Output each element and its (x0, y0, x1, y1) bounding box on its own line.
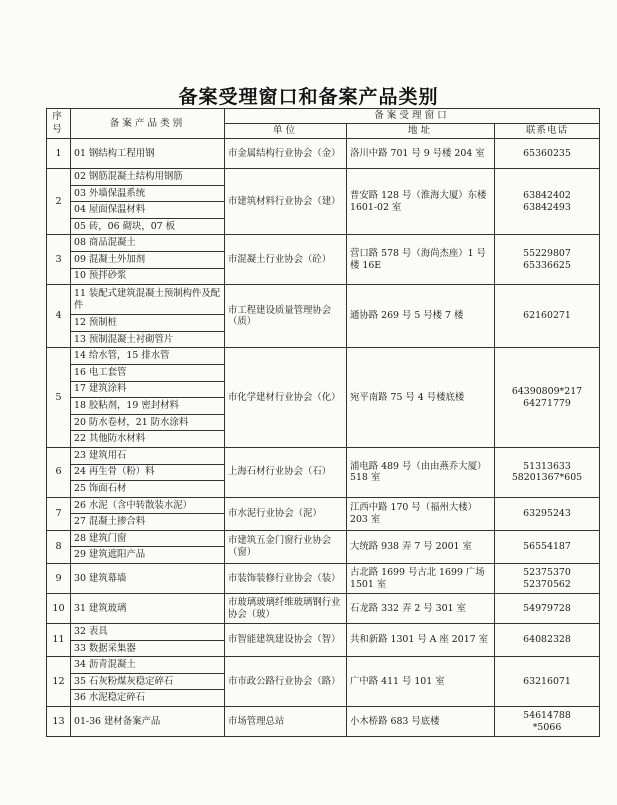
product-category: 17 建筑涂料 (71, 381, 225, 398)
window-unit: 市玻璃玻璃纤维玻璃钢行业协会（玻） (225, 594, 347, 624)
header-window: 备案受理窗口 (225, 109, 600, 124)
table-row (47, 564, 600, 594)
phone-number: 51313633 (523, 460, 571, 472)
window-phone (495, 497, 600, 530)
product-category: 09 混凝土外加剂 (71, 251, 225, 268)
window-unit: 市场管理总站 (225, 707, 347, 737)
phone-number: 64271779 (523, 397, 571, 409)
window-address: 古北路 1699 号古北 1699 广场 1501 室 (347, 564, 495, 594)
product-category: 35 石灰粉煤灰稳定碎石 (71, 673, 225, 690)
table-row (47, 235, 600, 252)
window-phone (495, 657, 600, 707)
window-address: 共和新路 1301 号 A 座 2017 室 (347, 624, 495, 657)
window-address: 大统路 938 弄 7 号 2001 室 (347, 530, 495, 563)
product-category: 10 预拌砂浆 (71, 268, 225, 285)
window-address: 通协路 269 号 5 号楼 7 楼 (347, 285, 495, 348)
product-category: 33 数据采集器 (71, 640, 225, 657)
product-category: 16 电工套管 (71, 364, 225, 381)
group-number: 8 (47, 530, 71, 563)
window-phone (495, 348, 600, 448)
window-unit: 上海石材行业协会（石） (225, 447, 347, 497)
window-address: 广中路 411 号 101 室 (347, 657, 495, 707)
group-number: 12 (47, 657, 71, 707)
window-phone (495, 564, 600, 594)
phone-number: 56554187 (523, 541, 571, 553)
product-category: 04 屋面保温材料 (71, 202, 225, 219)
window-address: 小木桥路 683 号底楼 (347, 707, 495, 737)
product-category: 11 装配式建筑混凝土预制构件及配件 (71, 285, 225, 315)
window-unit: 市建筑五金门窗行业协会（窗） (225, 530, 347, 563)
window-phone (495, 235, 600, 285)
product-category: 03 外墙保温系统 (71, 185, 225, 202)
product-category: 32 表具 (71, 624, 225, 641)
group-number: 7 (47, 497, 71, 530)
product-category: 24 再生骨（粉）料 (71, 464, 225, 481)
group-number: 6 (47, 447, 71, 497)
table-row (47, 285, 600, 315)
group-number: 4 (47, 285, 71, 348)
filing-window-table (46, 108, 600, 737)
product-category: 27 混凝土掺合料 (71, 514, 225, 531)
window-phone (495, 447, 600, 497)
window-unit: 市化学建材行业协会（化） (225, 348, 347, 448)
window-unit: 市建筑材料行业协会（建） (225, 169, 347, 235)
table-row (47, 169, 600, 186)
table-row (47, 624, 600, 641)
phone-number: 65360235 (523, 147, 571, 159)
product-category: 29 建筑遮阳产品 (71, 547, 225, 564)
product-category: 25 饰面石材 (71, 481, 225, 498)
table-row (47, 348, 600, 365)
phone-number: 63842402 (523, 189, 571, 201)
product-category: 28 建筑门窗 (71, 530, 225, 547)
table-body (47, 139, 600, 737)
table-row (47, 139, 600, 169)
header-seq: 序号 (47, 109, 71, 139)
phone-number: 55229807 (523, 248, 571, 260)
window-address: 宛平南路 75 号 4 号楼底楼 (347, 348, 495, 448)
table-row (47, 594, 600, 624)
window-unit: 市装饰装修行业协会（装） (225, 564, 347, 594)
window-address: 普安路 128 号（淮海大厦）东楼 1601-02 室 (347, 169, 495, 235)
phone-number: 62160271 (523, 310, 571, 322)
phone-number: 63295243 (523, 507, 571, 519)
table-row (47, 447, 600, 464)
window-unit: 市市政公路行业协会（路） (225, 657, 347, 707)
window-phone (495, 594, 600, 624)
group-number: 2 (47, 169, 71, 235)
group-number: 9 (47, 564, 71, 594)
product-category: 30 建筑幕墙 (71, 564, 225, 594)
window-unit: 市水泥行业协会（泥） (225, 497, 347, 530)
phone-number: 63216071 (523, 675, 571, 687)
phone-number: *5066 (532, 721, 562, 733)
phone-number: 63842493 (523, 201, 571, 213)
phone-number: 64082328 (523, 634, 571, 646)
window-phone (495, 624, 600, 657)
header-unit: 单位 (225, 124, 347, 139)
product-category: 01 钢结构工程用钢 (71, 139, 225, 169)
window-unit: 市智能建筑建设协会（智） (225, 624, 347, 657)
window-phone (495, 139, 600, 169)
window-address: 江西中路 170 号（福州大楼）203 室 (347, 497, 495, 530)
window-unit: 市工程建设质量管理协会（质） (225, 285, 347, 348)
group-number: 3 (47, 235, 71, 285)
header-phone: 联系电话 (495, 124, 600, 139)
product-category: 01-36 建材备案产品 (71, 707, 225, 737)
product-category: 22 其他防水材料 (71, 431, 225, 448)
phone-number: 52370562 (523, 578, 571, 590)
window-address: 洛川中路 701 号 9 号楼 204 室 (347, 139, 495, 169)
window-address: 石龙路 332 弄 2 号 301 室 (347, 594, 495, 624)
phone-number: 52375370 (523, 566, 571, 578)
group-number: 5 (47, 348, 71, 448)
table-row (47, 497, 600, 514)
header-address: 地址 (347, 124, 495, 139)
window-address: 营口路 578 号（海尚杰座）1 号楼 16E (347, 235, 495, 285)
product-category: 36 水泥稳定碎石 (71, 690, 225, 707)
product-category: 31 建筑玻璃 (71, 594, 225, 624)
product-category: 08 商品混凝土 (71, 235, 225, 252)
document-title: 备案受理窗口和备案产品类别 (178, 86, 439, 108)
product-category: 02 钢筋混凝土结构用钢筋 (71, 169, 225, 186)
window-phone (495, 530, 600, 563)
product-category: 12 预制桩 (71, 315, 225, 332)
product-category: 13 预制混凝土衬砌管片 (71, 331, 225, 348)
phone-number: 54979728 (523, 602, 571, 614)
table-row (47, 707, 600, 737)
group-number: 11 (47, 624, 71, 657)
product-category: 14 给水管，15 排水管 (71, 348, 225, 365)
product-category: 23 建筑用石 (71, 447, 225, 464)
window-phone (495, 707, 600, 737)
product-category: 26 水泥（含中转散装水泥） (71, 497, 225, 514)
table-row (47, 530, 600, 547)
phone-number: 58201367*605 (511, 472, 583, 484)
window-unit: 市金属结构行业协会（金） (225, 139, 347, 169)
phone-number: 54614788 (523, 709, 571, 721)
window-phone (495, 285, 600, 348)
table-row (47, 657, 600, 674)
group-number: 10 (47, 594, 71, 624)
product-category: 34 沥青混凝土 (71, 657, 225, 674)
product-category: 20 防水卷材，21 防水涂料 (71, 414, 225, 431)
window-address: 浦电路 489 号（由由燕乔大厦）518 室 (347, 447, 495, 497)
group-number: 13 (47, 707, 71, 737)
phone-number: 64390809*217 (511, 385, 583, 397)
group-number: 1 (47, 139, 71, 169)
product-category: 18 胶粘剂，19 密封材料 (71, 398, 225, 415)
window-phone (495, 169, 600, 235)
header-category: 备案产品类别 (71, 109, 225, 139)
phone-number: 65336625 (523, 259, 571, 271)
product-category: 05 砖，06 砌块，07 板 (71, 218, 225, 235)
window-unit: 市混凝土行业协会（砼） (225, 235, 347, 285)
